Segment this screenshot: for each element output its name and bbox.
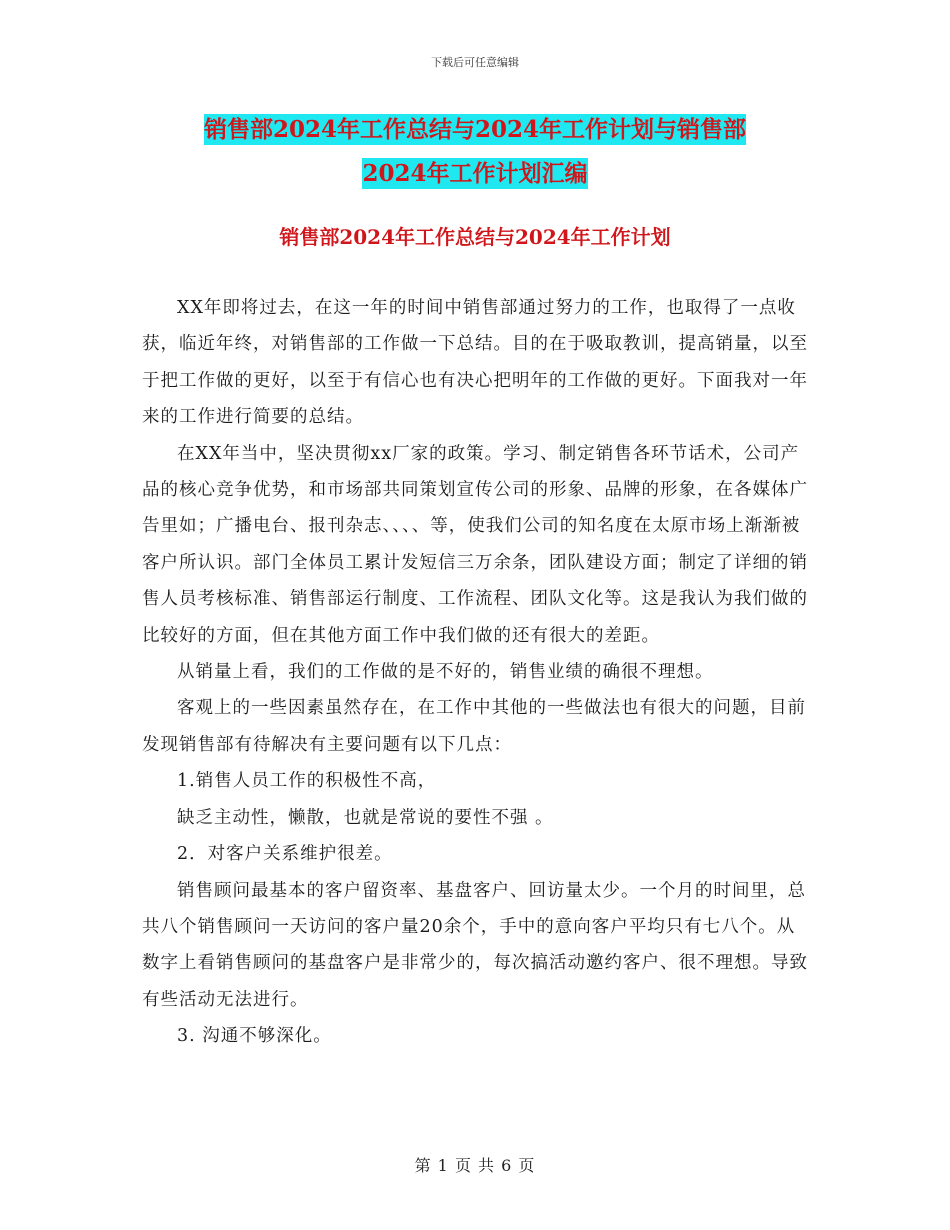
paragraph-achievements: 在XX年当中，坚决贯彻xx厂家的政策。学习、制定销售各环节话术，公司产品的核心竞争优势，和市场部共同策划宣传公司的形象、品牌的形象，在各媒体广告里如；广播电台、报刊杂志、、、、等，使我们公司的知名度在太原市场上渐渐被客户所认识。部门全体员工累计发短信三万余条，团队建设方面；制定了详细的销售人员考核标准、销售部运行制度、工作流程、团队文化等。这是我认为我们做的比较好的方面，但在其他方面工作中我们做的还有很大的差距。 [142, 443, 808, 646]
list-item-2: 2．对客户关系维护很差。 [177, 844, 393, 865]
page-footer: 第 1 页 共 6 页 [414, 1156, 536, 1175]
title-highlight-2: 2024年工作计划汇编 [362, 160, 588, 187]
list-item-1: 1.销售人员工作的积极性不高， [177, 771, 437, 792]
section-subtitle: 销售部2024年工作总结与2024年工作计划 [279, 225, 671, 249]
list-item-3: 3. 沟通不够深化。 [177, 1026, 332, 1047]
list-item-1-detail: 缺乏主动性，懒散，也就是常说的要性不强 。 [177, 807, 554, 828]
title-highlight-1: 销售部2024年工作总结与2024年工作计划与销售部 [203, 116, 747, 143]
header-note: 下载后可任意编辑 [431, 56, 519, 69]
paragraph-intro: XX年即将过去，在这一年的时间中销售部通过努力的工作，也取得了一点收获，临近年终，对销售部的工作做一下总结。目的在于吸取教训，提高销量，以至于把工作做的更好，以至于有信心也有决心把明年的工作做的更好。下面我对一年来的工作进行简要的总结。 [142, 298, 808, 428]
list-item-2-detail: 销售顾问最基本的客户留资率、基盘客户、回访量太少。一个月的时间里，总共八个销售顾问一天访问的客户量20余个，手中的意向客户平均只有七八个。从数字上看销售顾问的基盘客户是非常少的，每次搞活动邀约客户、很不理想。导致有些活动无法进行。 [142, 880, 808, 1010]
paragraph-problems-intro: 客观上的一些因素虽然存在，在工作中其他的一些做法也有很大的问题，目前发现销售部有待解决有主要问题有以下几点： [142, 698, 806, 755]
paragraph-sales-volume: 从销量上看，我们的工作做的是不好的，销售业绩的确很不理想。 [177, 662, 714, 683]
document-body [142, 290, 810, 1055]
document-title-line-2 [0, 146, 950, 202]
